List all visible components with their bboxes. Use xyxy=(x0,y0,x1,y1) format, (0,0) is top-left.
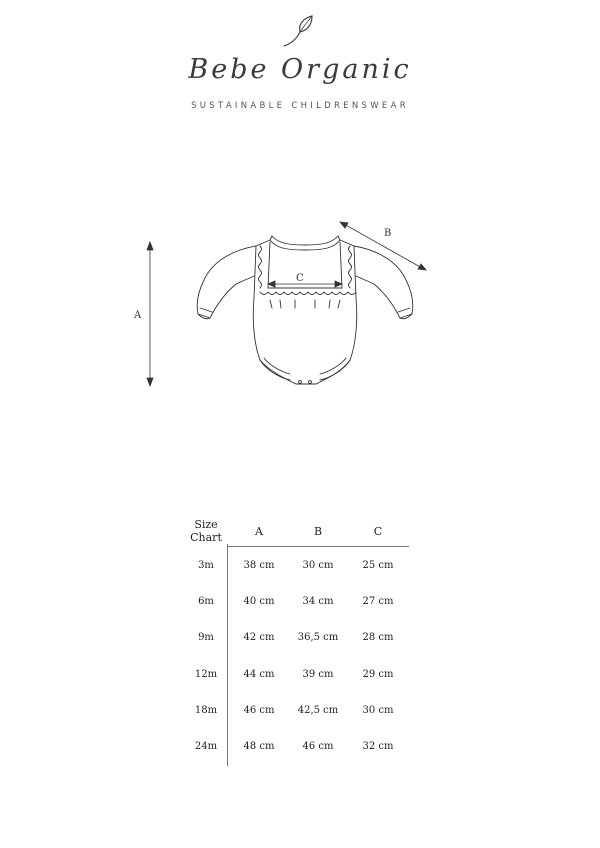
table-row: 3m 38 cm 30 cm 25 cm xyxy=(198,560,394,571)
measure-label-a: A xyxy=(134,310,142,321)
leaf-icon xyxy=(280,14,320,50)
column-header-b: B xyxy=(313,525,323,538)
table-row: 12m 44 cm 39 cm 29 cm xyxy=(194,669,394,680)
size-chart-title: Size Chart xyxy=(190,518,222,544)
table-row: 18m 46 cm 42,5 cm 30 cm xyxy=(194,705,394,716)
brand-tagline: SUSTAINABLE CHILDRENSWEAR xyxy=(191,101,409,111)
table-row: 24m 48 cm 46 cm 32 cm xyxy=(194,741,394,752)
measure-label-b: B xyxy=(384,228,392,239)
column-header-c: C xyxy=(373,525,383,538)
brand-name: Bebe Organic xyxy=(188,54,412,85)
column-header-a: A xyxy=(255,525,263,538)
size-chart xyxy=(180,512,420,782)
table-row: 6m 40 cm 34 cm 27 cm xyxy=(198,596,394,607)
garment-diagram xyxy=(120,210,450,400)
table-vertical-divider xyxy=(227,544,228,766)
table-horizontal-divider xyxy=(227,546,409,547)
measure-label-c: C xyxy=(296,273,304,284)
table-row: 9m 42 cm 36,5 cm 28 cm xyxy=(198,632,394,643)
